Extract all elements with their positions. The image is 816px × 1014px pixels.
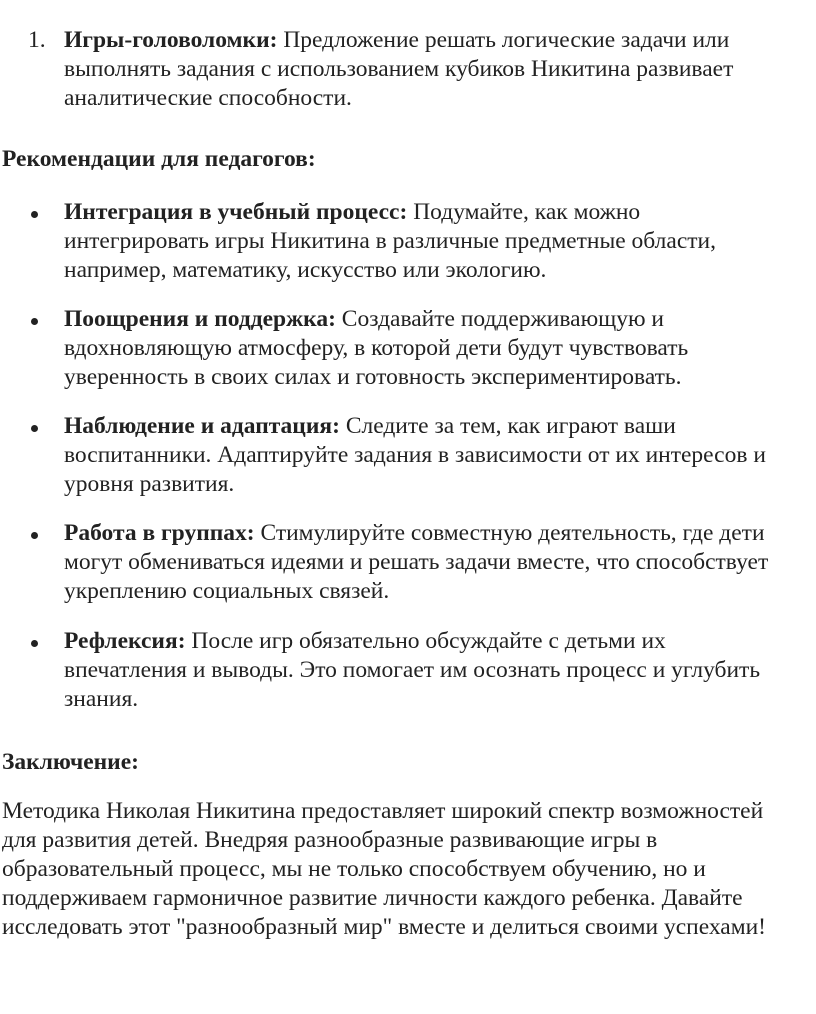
section-heading-conclusion: Заключение: [2, 749, 139, 775]
bullet-list-item [64, 519, 809, 606]
item-text: После игр обязательно обсуждайте с детьми их [185, 628, 666, 654]
item-line: знания. [64, 686, 139, 712]
item-line [64, 26, 809, 55]
numbered-list-item [28, 26, 809, 113]
paragraph-line: поддерживаем гармоничное развитие личности каждого ребенка. Давайте [2, 885, 743, 911]
item-line: аналитические способности. [64, 85, 352, 111]
item-line [64, 198, 809, 227]
item-line: воспитанники. Адаптируйте задания в зависимости от их интересов и [64, 442, 766, 468]
paragraph-line: для развития детей. Внедряя разнообразные развивающие игры в [2, 827, 658, 853]
list-number: 1. [28, 27, 46, 53]
item-text: Стимулируйте совместную деятельность, где дети [254, 520, 765, 546]
item-line: интегрировать игры Никитина в различные предметные области, [64, 228, 716, 254]
item-term: Наблюдение и адаптация: [64, 413, 340, 439]
section-heading-recommendations: Рекомендации для педагогов: [2, 146, 316, 172]
item-line: впечатления и выводы. Это помогает им осознать процесс и углубить [64, 657, 761, 683]
item-line [64, 627, 809, 656]
item-term: Работа в группах: [64, 520, 255, 546]
bullet-list-item [64, 305, 809, 392]
item-text: Подумайте, как можно [407, 199, 641, 225]
bullet-icon [31, 640, 38, 647]
item-text: Создавайте поддерживающую и [335, 306, 664, 332]
item-text: Предложение решать логические задачи или [277, 27, 730, 53]
item-term: Рефлексия: [64, 628, 186, 654]
item-line [64, 412, 809, 441]
item-text: Следите за тем, как играют ваши [339, 413, 676, 439]
item-line [64, 305, 809, 334]
bullet-icon [31, 425, 38, 432]
paragraph-line: Методика Николая Никитина предоставляет широкий спектр возможностей [2, 798, 764, 824]
item-term: Интеграция в учебный процесс: [64, 199, 408, 225]
item-line: укреплению социальных связей. [64, 578, 390, 604]
bullet-icon [31, 318, 38, 325]
item-line: уровня развития. [64, 471, 235, 497]
item-line: уверенность в своих силах и готовность экспериментировать. [64, 364, 682, 390]
item-term: Поощрения и поддержка: [64, 306, 336, 332]
conclusion-paragraph [2, 797, 810, 942]
item-line: например, математику, искусство или экологию. [64, 257, 547, 283]
item-line: выполнять задания с использованием кубиков Никитина развивает [64, 56, 734, 82]
paragraph-line: образовательный процесс, мы не только способствуем обучению, но и [2, 856, 706, 882]
bullet-icon [31, 211, 38, 218]
bullet-list-item [64, 412, 809, 499]
paragraph-line: исследовать этот "разнообразный мир" вместе и делиться своими успехами! [2, 914, 766, 940]
item-line: могут обмениваться идеями и решать задачи вместе, что способствует [64, 549, 769, 575]
item-line [64, 519, 809, 548]
bullet-list-item [64, 627, 809, 714]
item-term: Игры-головоломки: [64, 27, 278, 53]
bullet-list-item [64, 198, 809, 285]
bullet-icon [31, 532, 38, 539]
item-line: вдохновляющую атмосферу, в которой дети будут чувствовать [64, 335, 689, 361]
